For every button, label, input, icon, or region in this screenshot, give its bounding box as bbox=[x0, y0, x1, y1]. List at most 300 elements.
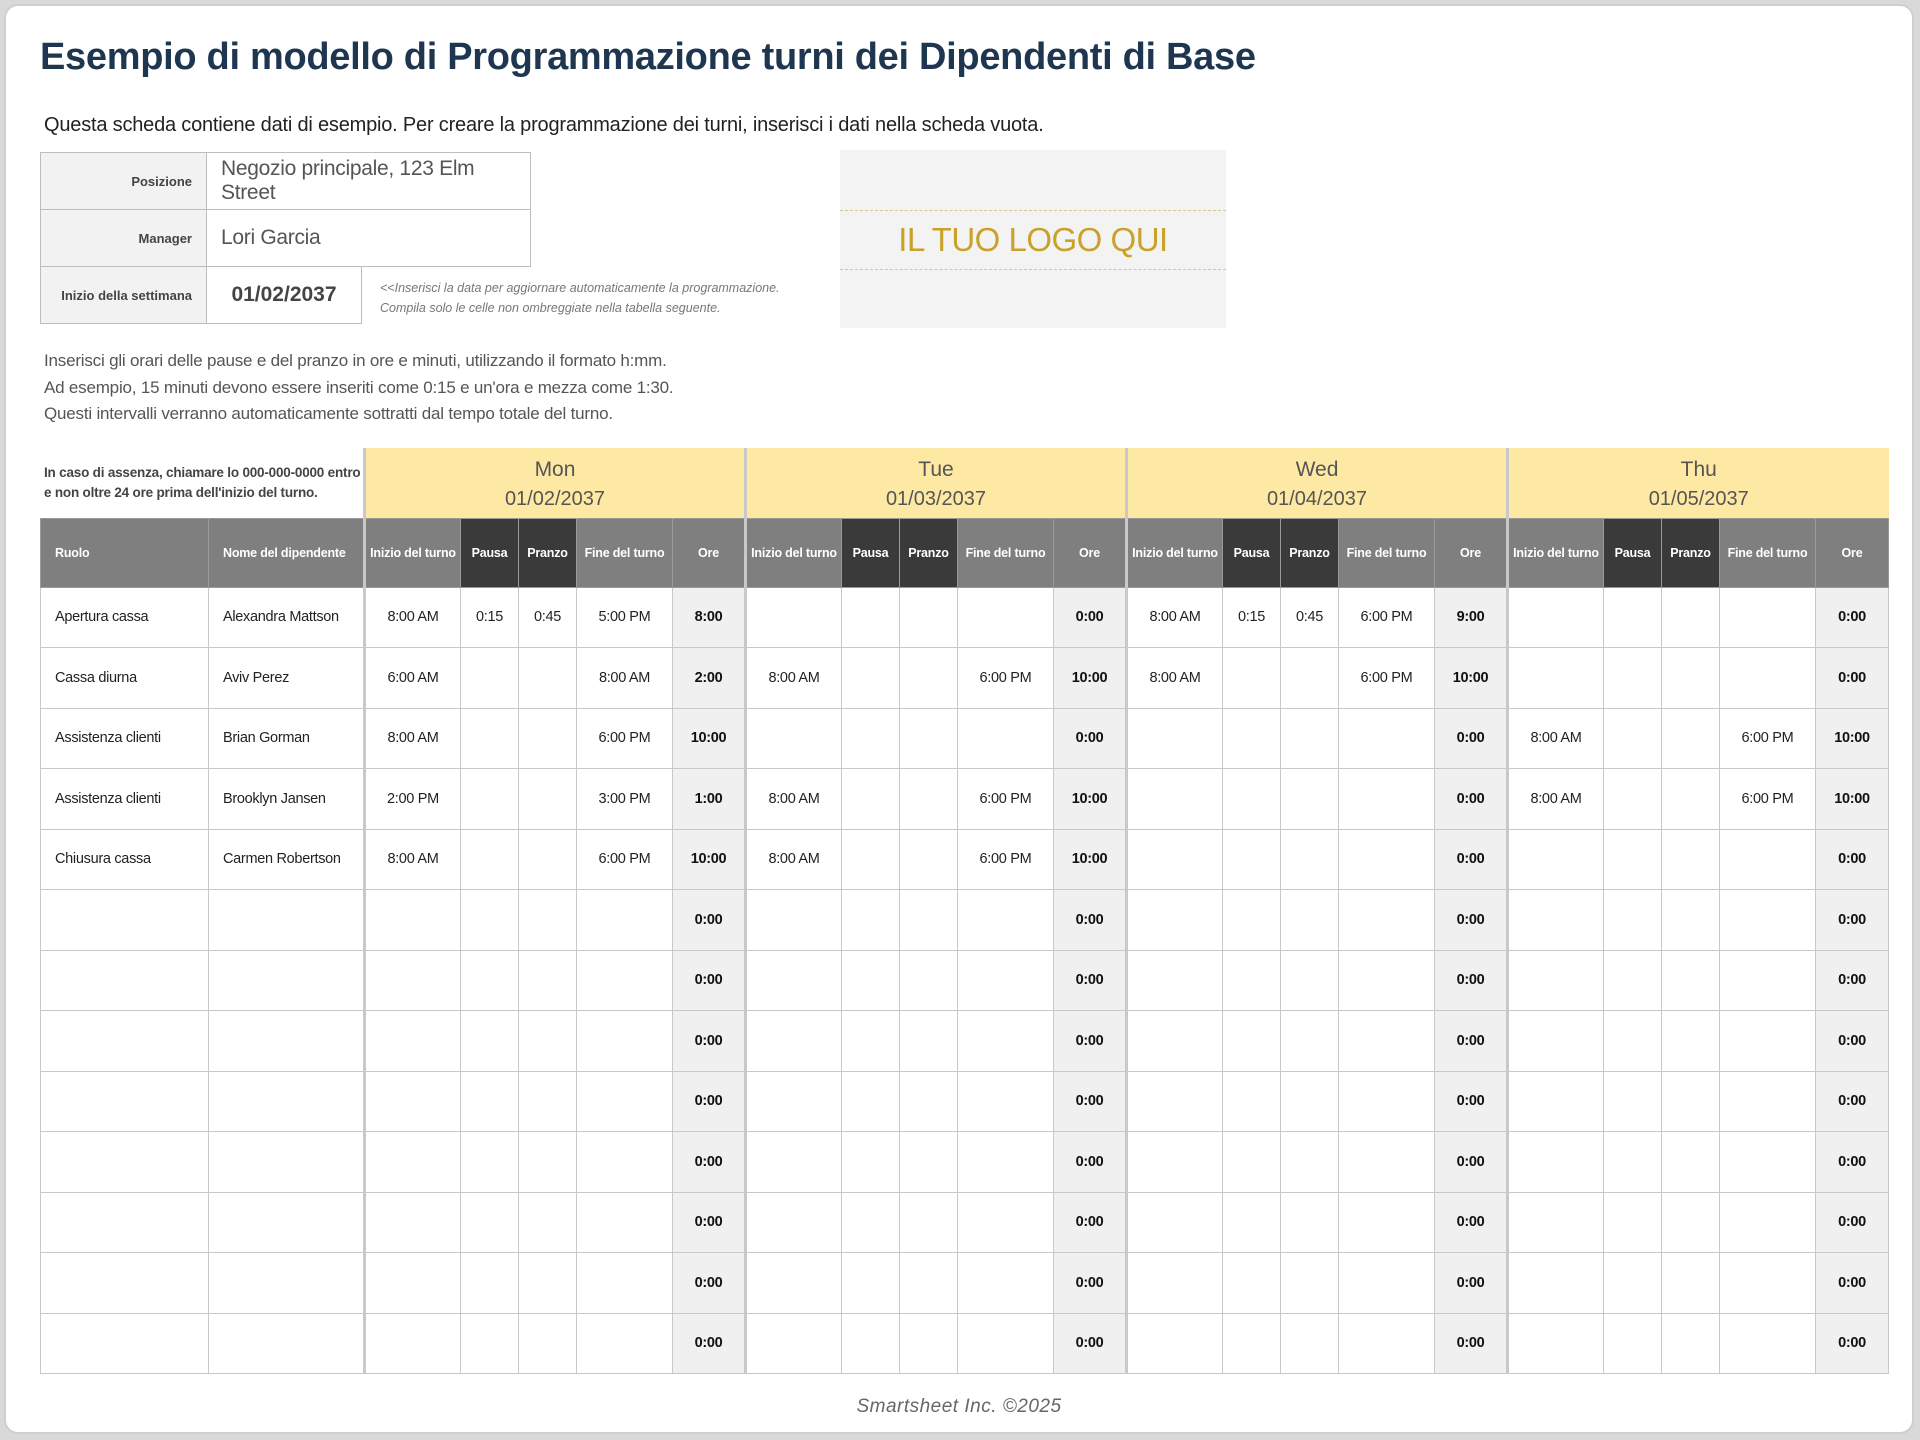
col-shift-end-wed: Fine del turno bbox=[1339, 518, 1435, 587]
hours-cell: 0:00 bbox=[1054, 1011, 1127, 1072]
hours-cell: 2:00 bbox=[673, 648, 746, 709]
break-cell[interactable] bbox=[842, 587, 900, 648]
break-cell[interactable] bbox=[1604, 769, 1662, 830]
break-cell[interactable] bbox=[842, 1313, 900, 1374]
lunch-cell[interactable] bbox=[519, 1132, 577, 1193]
shift-start-cell[interactable] bbox=[746, 1192, 842, 1253]
role-cell[interactable] bbox=[41, 1132, 209, 1193]
break-cell[interactable] bbox=[1223, 1313, 1281, 1374]
shift-start-cell[interactable] bbox=[365, 1192, 461, 1253]
table-row bbox=[41, 708, 1889, 769]
lunch-cell[interactable] bbox=[1662, 1253, 1720, 1314]
lunch-cell[interactable] bbox=[519, 1192, 577, 1253]
instruction-line-3: Questi intervalli verranno automaticamente sottratti dal tempo totale del turno. bbox=[44, 404, 613, 423]
shift-start-cell[interactable] bbox=[1127, 1192, 1223, 1253]
shift-end-cell[interactable] bbox=[1339, 950, 1435, 1011]
shift-end-cell[interactable] bbox=[577, 1132, 673, 1193]
shift-start-cell[interactable] bbox=[746, 1011, 842, 1072]
break-cell[interactable] bbox=[461, 1011, 519, 1072]
lunch-cell[interactable] bbox=[900, 1132, 958, 1193]
table-row bbox=[41, 1071, 1889, 1132]
employee-name-cell[interactable]: Alexandra Mattson bbox=[209, 587, 365, 648]
employee-name-cell[interactable] bbox=[209, 1011, 365, 1072]
employee-name-cell[interactable] bbox=[209, 1071, 365, 1132]
shift-end-cell[interactable] bbox=[1339, 1313, 1435, 1374]
shift-start-cell[interactable]: 8:00 AM bbox=[746, 829, 842, 890]
shift-start-cell[interactable]: 8:00 AM bbox=[365, 708, 461, 769]
shift-end-cell[interactable] bbox=[577, 1192, 673, 1253]
hours-cell: 10:00 bbox=[1816, 708, 1889, 769]
lunch-cell[interactable] bbox=[1662, 648, 1720, 709]
lunch-cell[interactable] bbox=[1662, 587, 1720, 648]
shift-end-cell[interactable] bbox=[1339, 1132, 1435, 1193]
shift-end-cell[interactable] bbox=[1720, 1192, 1816, 1253]
shift-start-cell[interactable] bbox=[746, 950, 842, 1011]
hours-cell: 0:00 bbox=[1054, 1071, 1127, 1132]
shift-end-cell[interactable]: 6:00 PM bbox=[577, 829, 673, 890]
lunch-cell[interactable] bbox=[900, 587, 958, 648]
hours-cell: 0:00 bbox=[1816, 1132, 1889, 1193]
shift-end-cell[interactable] bbox=[958, 1253, 1054, 1314]
hours-cell: 0:00 bbox=[673, 1192, 746, 1253]
break-cell[interactable] bbox=[1604, 708, 1662, 769]
break-cell[interactable] bbox=[1604, 1192, 1662, 1253]
break-cell[interactable] bbox=[461, 890, 519, 951]
lunch-cell[interactable] bbox=[900, 950, 958, 1011]
shift-start-cell[interactable] bbox=[1127, 1253, 1223, 1314]
instruction-line-2: Ad esempio, 15 minuti devono essere inseriti come 0:15 e un'ora e mezza come 1:30. bbox=[44, 377, 674, 397]
hours-cell: 0:00 bbox=[1435, 890, 1508, 951]
lunch-cell[interactable] bbox=[1281, 890, 1339, 951]
shift-end-cell[interactable] bbox=[1720, 1071, 1816, 1132]
instruction-line-1: Inserisci gli orari delle pause e del pranzo in ore e minuti, utilizzando il formato h:mm. bbox=[44, 351, 667, 370]
hours-cell: 0:00 bbox=[1435, 1132, 1508, 1193]
shift-start-cell[interactable] bbox=[365, 1011, 461, 1072]
break-cell[interactable] bbox=[842, 769, 900, 830]
break-cell[interactable] bbox=[842, 648, 900, 709]
day-name-thu: Thu bbox=[1508, 448, 1889, 482]
lunch-cell[interactable] bbox=[519, 950, 577, 1011]
shift-end-cell[interactable]: 6:00 PM bbox=[958, 648, 1054, 709]
shift-start-cell[interactable]: 6:00 AM bbox=[365, 648, 461, 709]
break-cell[interactable] bbox=[842, 1192, 900, 1253]
day-name-tue: Tue bbox=[746, 448, 1127, 482]
shift-start-cell[interactable] bbox=[746, 1253, 842, 1314]
logo-placeholder[interactable] bbox=[840, 150, 1226, 328]
lunch-cell[interactable] bbox=[1662, 1132, 1720, 1193]
shift-end-cell[interactable] bbox=[958, 1011, 1054, 1072]
shift-end-cell[interactable] bbox=[1720, 1011, 1816, 1072]
break-cell[interactable] bbox=[1604, 648, 1662, 709]
shift-start-cell[interactable] bbox=[1508, 1071, 1604, 1132]
shift-end-cell[interactable]: 6:00 PM bbox=[958, 769, 1054, 830]
shift-end-cell[interactable]: 6:00 PM bbox=[1339, 648, 1435, 709]
shift-end-cell[interactable] bbox=[577, 1313, 673, 1374]
col-lunch-mon: Pranzo bbox=[519, 518, 577, 587]
role-cell[interactable] bbox=[41, 1313, 209, 1374]
col-shift-start-wed: Inizio del turno bbox=[1127, 518, 1223, 587]
break-cell[interactable] bbox=[1223, 890, 1281, 951]
lunch-cell[interactable] bbox=[1662, 708, 1720, 769]
shift-end-cell[interactable] bbox=[1339, 1071, 1435, 1132]
lunch-cell[interactable]: 0:45 bbox=[519, 587, 577, 648]
employee-name-cell[interactable] bbox=[209, 1313, 365, 1374]
shift-start-cell[interactable] bbox=[1127, 1313, 1223, 1374]
lunch-cell[interactable] bbox=[519, 1071, 577, 1132]
col-break-mon: Pausa bbox=[461, 518, 519, 587]
hours-cell: 0:00 bbox=[1054, 1313, 1127, 1374]
shift-start-cell[interactable] bbox=[746, 708, 842, 769]
hours-cell: 0:00 bbox=[1054, 1132, 1127, 1193]
lunch-cell[interactable] bbox=[1281, 1132, 1339, 1193]
shift-start-cell[interactable] bbox=[1127, 829, 1223, 890]
shift-start-cell[interactable] bbox=[1508, 1132, 1604, 1193]
lunch-cell[interactable] bbox=[1662, 1071, 1720, 1132]
employee-name-cell[interactable]: Aviv Perez bbox=[209, 648, 365, 709]
shift-start-cell[interactable] bbox=[1508, 1313, 1604, 1374]
shift-start-cell[interactable] bbox=[1127, 769, 1223, 830]
shift-start-cell[interactable]: 8:00 AM bbox=[1508, 769, 1604, 830]
shift-start-cell[interactable] bbox=[1127, 1132, 1223, 1193]
lunch-cell[interactable] bbox=[519, 648, 577, 709]
hours-cell: 10:00 bbox=[1816, 769, 1889, 830]
lunch-cell[interactable] bbox=[1281, 1192, 1339, 1253]
shift-end-cell[interactable] bbox=[958, 708, 1054, 769]
shift-start-cell[interactable] bbox=[365, 1132, 461, 1193]
lunch-cell[interactable] bbox=[519, 708, 577, 769]
shift-end-cell[interactable]: 6:00 PM bbox=[1720, 708, 1816, 769]
lunch-cell[interactable] bbox=[1662, 950, 1720, 1011]
shift-end-cell[interactable] bbox=[1339, 769, 1435, 830]
shift-start-cell[interactable] bbox=[1127, 1011, 1223, 1072]
hours-cell: 0:00 bbox=[1816, 1192, 1889, 1253]
lunch-cell[interactable] bbox=[1662, 1313, 1720, 1374]
break-cell[interactable] bbox=[1223, 1071, 1281, 1132]
break-cell[interactable] bbox=[461, 708, 519, 769]
break-cell[interactable] bbox=[842, 1253, 900, 1314]
break-cell[interactable] bbox=[1223, 1192, 1281, 1253]
hours-cell: 0:00 bbox=[1816, 1011, 1889, 1072]
employee-name-cell[interactable] bbox=[209, 890, 365, 951]
shift-start-cell[interactable] bbox=[746, 890, 842, 951]
break-cell[interactable] bbox=[461, 1253, 519, 1314]
shift-start-cell[interactable] bbox=[365, 1313, 461, 1374]
hours-cell: 10:00 bbox=[673, 708, 746, 769]
shift-start-cell[interactable] bbox=[746, 1132, 842, 1193]
lunch-cell[interactable] bbox=[900, 1192, 958, 1253]
shift-start-cell[interactable] bbox=[365, 1071, 461, 1132]
role-cell[interactable]: Chiusura cassa bbox=[41, 829, 209, 890]
role-cell[interactable] bbox=[41, 1253, 209, 1314]
hours-cell: 0:00 bbox=[1435, 950, 1508, 1011]
table-row bbox=[41, 1253, 1889, 1314]
role-cell[interactable]: Assistenza clienti bbox=[41, 769, 209, 830]
hours-cell: 0:00 bbox=[1435, 1253, 1508, 1314]
shift-end-cell[interactable]: 3:00 PM bbox=[577, 769, 673, 830]
role-cell[interactable]: Assistenza clienti bbox=[41, 708, 209, 769]
shift-end-cell[interactable]: 8:00 AM bbox=[577, 648, 673, 709]
shift-end-cell[interactable]: 6:00 PM bbox=[1339, 587, 1435, 648]
shift-end-cell[interactable] bbox=[1720, 950, 1816, 1011]
hours-cell: 10:00 bbox=[1435, 648, 1508, 709]
break-cell[interactable] bbox=[842, 890, 900, 951]
break-cell[interactable] bbox=[1223, 1132, 1281, 1193]
hours-cell: 1:00 bbox=[673, 769, 746, 830]
hours-cell: 0:00 bbox=[1435, 829, 1508, 890]
lunch-cell[interactable] bbox=[1281, 708, 1339, 769]
break-cell[interactable] bbox=[1604, 1132, 1662, 1193]
shift-end-cell[interactable] bbox=[577, 1071, 673, 1132]
shift-start-cell[interactable]: 8:00 AM bbox=[1127, 587, 1223, 648]
date-note-line-1: <<Inserisci la data per aggiornare automaticamente la programmazione. bbox=[380, 281, 780, 295]
shift-start-cell[interactable] bbox=[746, 1071, 842, 1132]
shift-start-cell[interactable]: 8:00 AM bbox=[746, 769, 842, 830]
shift-start-cell[interactable] bbox=[1508, 1011, 1604, 1072]
instructions bbox=[44, 348, 673, 428]
break-cell[interactable]: 0:15 bbox=[1223, 587, 1281, 648]
lunch-cell[interactable] bbox=[519, 769, 577, 830]
break-cell[interactable] bbox=[1223, 829, 1281, 890]
break-cell[interactable] bbox=[1604, 1253, 1662, 1314]
break-cell[interactable] bbox=[461, 950, 519, 1011]
role-cell[interactable] bbox=[41, 1192, 209, 1253]
shift-start-cell[interactable]: 8:00 AM bbox=[1508, 708, 1604, 769]
shift-end-cell[interactable]: 6:00 PM bbox=[1720, 769, 1816, 830]
employee-name-cell[interactable]: Carmen Robertson bbox=[209, 829, 365, 890]
break-cell[interactable] bbox=[842, 708, 900, 769]
shift-start-cell[interactable] bbox=[1508, 1192, 1604, 1253]
shift-start-cell[interactable] bbox=[1508, 890, 1604, 951]
hours-cell: 8:00 bbox=[673, 587, 746, 648]
shift-end-cell[interactable] bbox=[577, 950, 673, 1011]
page-title: Esempio di modello di Programmazione turni dei Dipendenti di Base bbox=[40, 36, 1256, 78]
role-cell[interactable] bbox=[41, 1071, 209, 1132]
shift-start-cell[interactable] bbox=[1508, 829, 1604, 890]
hours-cell: 0:00 bbox=[1816, 1071, 1889, 1132]
lunch-cell[interactable] bbox=[1281, 1313, 1339, 1374]
col-hours-thu: Ore bbox=[1816, 518, 1889, 587]
employee-name-cell[interactable] bbox=[209, 1192, 365, 1253]
break-cell[interactable] bbox=[1604, 587, 1662, 648]
break-cell[interactable] bbox=[842, 1011, 900, 1072]
lunch-cell[interactable] bbox=[900, 829, 958, 890]
break-cell[interactable] bbox=[842, 829, 900, 890]
shift-start-cell[interactable] bbox=[1508, 648, 1604, 709]
break-cell[interactable] bbox=[1604, 890, 1662, 951]
shift-start-cell[interactable] bbox=[746, 587, 842, 648]
role-cell[interactable]: Cassa diurna bbox=[41, 648, 209, 709]
shift-start-cell[interactable] bbox=[1508, 1253, 1604, 1314]
shift-end-cell[interactable] bbox=[958, 950, 1054, 1011]
shift-end-cell[interactable] bbox=[1339, 1192, 1435, 1253]
employee-name-cell[interactable] bbox=[209, 950, 365, 1011]
lunch-cell[interactable] bbox=[1281, 950, 1339, 1011]
shift-end-cell[interactable] bbox=[1720, 1253, 1816, 1314]
break-cell[interactable] bbox=[1604, 829, 1662, 890]
shift-end-cell[interactable] bbox=[577, 890, 673, 951]
col-lunch-tue: Pranzo bbox=[900, 518, 958, 587]
shift-end-cell[interactable] bbox=[1720, 890, 1816, 951]
day-name-wed: Wed bbox=[1127, 448, 1508, 482]
break-cell[interactable] bbox=[1604, 1313, 1662, 1374]
lunch-cell[interactable] bbox=[1662, 829, 1720, 890]
lunch-cell[interactable] bbox=[1662, 1192, 1720, 1253]
shift-end-cell[interactable] bbox=[1339, 1011, 1435, 1072]
shift-end-cell[interactable] bbox=[958, 1313, 1054, 1374]
shift-end-cell[interactable] bbox=[958, 587, 1054, 648]
shift-start-cell[interactable] bbox=[365, 1253, 461, 1314]
lunch-cell[interactable] bbox=[1281, 1011, 1339, 1072]
col-break-tue: Pausa bbox=[842, 518, 900, 587]
shift-end-cell[interactable] bbox=[1339, 829, 1435, 890]
lunch-cell[interactable] bbox=[900, 890, 958, 951]
shift-end-cell[interactable] bbox=[577, 1253, 673, 1314]
break-cell[interactable] bbox=[1604, 1071, 1662, 1132]
col-break-thu: Pausa bbox=[1604, 518, 1662, 587]
lunch-cell[interactable] bbox=[1662, 1011, 1720, 1072]
break-cell[interactable]: 0:15 bbox=[461, 587, 519, 648]
shift-start-cell[interactable]: 8:00 AM bbox=[365, 829, 461, 890]
break-cell[interactable] bbox=[461, 829, 519, 890]
shift-end-cell[interactable] bbox=[577, 1011, 673, 1072]
break-cell[interactable] bbox=[1604, 950, 1662, 1011]
col-role: Ruolo bbox=[41, 518, 209, 587]
break-cell[interactable] bbox=[461, 1071, 519, 1132]
shift-start-cell[interactable] bbox=[1508, 950, 1604, 1011]
lunch-cell[interactable] bbox=[1662, 890, 1720, 951]
break-cell[interactable] bbox=[461, 1192, 519, 1253]
week-start-input[interactable]: 01/02/2037 bbox=[207, 267, 362, 324]
hours-cell: 10:00 bbox=[1054, 648, 1127, 709]
break-cell[interactable] bbox=[1223, 769, 1281, 830]
shift-start-cell[interactable]: 8:00 AM bbox=[1127, 648, 1223, 709]
lunch-cell[interactable] bbox=[519, 1313, 577, 1374]
table-row bbox=[41, 829, 1889, 890]
shift-end-cell[interactable] bbox=[1339, 890, 1435, 951]
shift-end-cell[interactable] bbox=[958, 1071, 1054, 1132]
hours-cell: 0:00 bbox=[1054, 950, 1127, 1011]
shift-end-cell[interactable] bbox=[1720, 648, 1816, 709]
table-row bbox=[41, 1313, 1889, 1374]
break-cell[interactable] bbox=[1223, 648, 1281, 709]
break-cell[interactable] bbox=[1604, 1011, 1662, 1072]
break-cell[interactable] bbox=[1223, 1011, 1281, 1072]
hours-cell: 0:00 bbox=[673, 950, 746, 1011]
role-cell[interactable] bbox=[41, 950, 209, 1011]
hours-cell: 0:00 bbox=[1816, 950, 1889, 1011]
break-cell[interactable] bbox=[1223, 708, 1281, 769]
shift-end-cell[interactable]: 6:00 PM bbox=[958, 829, 1054, 890]
table-row bbox=[41, 1011, 1889, 1072]
hours-cell: 0:00 bbox=[1816, 829, 1889, 890]
lunch-cell[interactable] bbox=[1662, 769, 1720, 830]
employee-name-cell[interactable] bbox=[209, 1132, 365, 1193]
shift-end-cell[interactable] bbox=[1720, 1132, 1816, 1193]
shift-start-cell[interactable] bbox=[365, 950, 461, 1011]
col-lunch-wed: Pranzo bbox=[1281, 518, 1339, 587]
col-shift-end-tue: Fine del turno bbox=[958, 518, 1054, 587]
shift-start-cell[interactable] bbox=[1508, 587, 1604, 648]
shift-end-cell[interactable]: 5:00 PM bbox=[577, 587, 673, 648]
shift-end-cell[interactable] bbox=[1720, 829, 1816, 890]
col-shift-end-thu: Fine del turno bbox=[1720, 518, 1816, 587]
employee-name-cell[interactable]: Brooklyn Jansen bbox=[209, 769, 365, 830]
shift-start-cell[interactable]: 2:00 PM bbox=[365, 769, 461, 830]
hours-cell: 0:00 bbox=[1054, 890, 1127, 951]
shift-start-cell[interactable] bbox=[1127, 708, 1223, 769]
lunch-cell[interactable] bbox=[1281, 1253, 1339, 1314]
role-cell[interactable] bbox=[41, 890, 209, 951]
break-cell[interactable] bbox=[1223, 950, 1281, 1011]
role-cell[interactable] bbox=[41, 1011, 209, 1072]
table-row bbox=[41, 587, 1889, 648]
lunch-cell[interactable] bbox=[900, 769, 958, 830]
col-hours-tue: Ore bbox=[1054, 518, 1127, 587]
lunch-cell[interactable] bbox=[519, 1011, 577, 1072]
shift-start-cell[interactable]: 8:00 AM bbox=[365, 587, 461, 648]
break-cell[interactable] bbox=[461, 1313, 519, 1374]
break-cell[interactable] bbox=[842, 1071, 900, 1132]
lunch-cell[interactable] bbox=[519, 1253, 577, 1314]
lunch-cell[interactable] bbox=[900, 1071, 958, 1132]
shift-end-cell[interactable] bbox=[958, 890, 1054, 951]
lunch-cell[interactable] bbox=[900, 1313, 958, 1374]
manager-input[interactable]: Lori Garcia bbox=[207, 210, 531, 267]
employee-name-cell[interactable]: Brian Gorman bbox=[209, 708, 365, 769]
col-shift-start-tue: Inizio del turno bbox=[746, 518, 842, 587]
lunch-cell[interactable] bbox=[519, 890, 577, 951]
hours-cell: 0:00 bbox=[1816, 648, 1889, 709]
break-cell[interactable] bbox=[842, 950, 900, 1011]
shift-end-cell[interactable] bbox=[1339, 708, 1435, 769]
shift-end-cell[interactable] bbox=[1720, 587, 1816, 648]
lunch-cell[interactable] bbox=[900, 1011, 958, 1072]
lunch-cell[interactable]: 0:45 bbox=[1281, 587, 1339, 648]
break-cell[interactable] bbox=[842, 1132, 900, 1193]
lunch-cell[interactable] bbox=[519, 829, 577, 890]
lunch-cell[interactable] bbox=[1281, 648, 1339, 709]
lunch-cell[interactable] bbox=[900, 708, 958, 769]
lunch-cell[interactable] bbox=[1281, 1071, 1339, 1132]
location-input[interactable]: Negozio principale, 123 Elm Street bbox=[207, 153, 531, 210]
lunch-cell[interactable] bbox=[1281, 829, 1339, 890]
table-row bbox=[41, 1132, 1889, 1193]
hours-cell: 0:00 bbox=[1816, 1313, 1889, 1374]
shift-start-cell[interactable] bbox=[1127, 890, 1223, 951]
break-cell[interactable] bbox=[461, 1132, 519, 1193]
shift-end-cell[interactable] bbox=[1720, 1313, 1816, 1374]
hours-cell: 0:00 bbox=[1054, 587, 1127, 648]
role-cell[interactable]: Apertura cassa bbox=[41, 587, 209, 648]
lunch-cell[interactable] bbox=[900, 1253, 958, 1314]
shift-end-cell[interactable] bbox=[958, 1132, 1054, 1193]
break-cell[interactable] bbox=[1223, 1253, 1281, 1314]
shift-start-cell[interactable] bbox=[1127, 950, 1223, 1011]
hours-cell: 0:00 bbox=[1435, 1071, 1508, 1132]
shift-start-cell[interactable] bbox=[365, 890, 461, 951]
shift-end-cell[interactable] bbox=[1339, 1253, 1435, 1314]
shift-start-cell[interactable] bbox=[746, 1313, 842, 1374]
break-cell[interactable] bbox=[461, 648, 519, 709]
shift-start-cell[interactable]: 8:00 AM bbox=[746, 648, 842, 709]
shift-end-cell[interactable]: 6:00 PM bbox=[577, 708, 673, 769]
lunch-cell[interactable] bbox=[900, 648, 958, 709]
break-cell[interactable] bbox=[461, 769, 519, 830]
lunch-cell[interactable] bbox=[1281, 769, 1339, 830]
shift-end-cell[interactable] bbox=[958, 1192, 1054, 1253]
shift-start-cell[interactable] bbox=[1127, 1071, 1223, 1132]
employee-name-cell[interactable] bbox=[209, 1253, 365, 1314]
